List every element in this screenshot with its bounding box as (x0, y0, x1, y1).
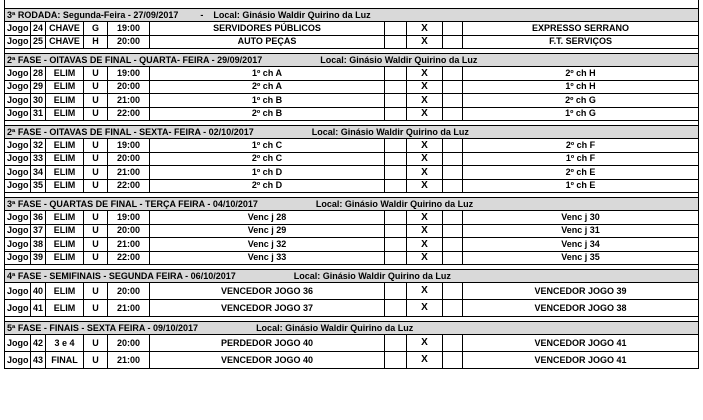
home-team-cell: VENCEDOR JOGO 37 (150, 300, 385, 317)
spacer-cell (443, 80, 463, 94)
away-team-cell: Venc j 31 (463, 224, 699, 238)
match-group-cell: U (84, 300, 108, 317)
section-header (5, 126, 699, 139)
match-label-cell: Jogo (5, 335, 31, 352)
match-row (5, 35, 699, 49)
section-title: 4ª FASE - SEMIFINAIS - SEGUNDA FEIRA - 06/10/2017 (7, 270, 236, 281)
section-title: 2ª FASE - OITAVAS DE FINAL - QUARTA- FEIRA - 29/09/2017 (7, 54, 263, 65)
match-phase-cell: ELIM (46, 179, 84, 193)
section-location: Local: Ginásio Waldir Quirino da Luz (311, 126, 469, 137)
match-label-cell: Jogo (5, 166, 31, 180)
match-row (5, 80, 699, 94)
match-group-cell: U (84, 107, 108, 121)
match-group-cell: U (84, 251, 108, 265)
match-phase-cell: ELIM (46, 300, 84, 317)
section-title: 3ª FASE - QUARTAS DE FINAL - TERÇA FEIRA - 04/10/2017 (7, 198, 258, 209)
section-separator: - (200, 9, 204, 20)
match-row (5, 300, 699, 317)
match-group-cell: U (84, 179, 108, 193)
section-header-cell (5, 198, 699, 211)
spacer-cell (443, 211, 463, 225)
home-team-cell: 1º ch B (150, 94, 385, 108)
match-row (5, 152, 699, 166)
spacer-cell (443, 352, 463, 369)
home-team-cell: PERDEDOR JOGO 40 (150, 335, 385, 352)
section-header-cell (5, 322, 699, 335)
match-time-cell: 20:00 (108, 224, 150, 238)
spacer-cell (443, 107, 463, 121)
match-label-cell: Jogo (5, 94, 31, 108)
match-time-cell: 19:00 (108, 22, 150, 36)
schedule-sheet (4, 0, 698, 369)
versus-cell: X (407, 224, 443, 238)
schedule-table (4, 0, 699, 369)
versus-cell: X (407, 211, 443, 225)
match-number-cell: 35 (31, 179, 46, 193)
away-team-cell: Venc j 34 (463, 238, 699, 252)
match-phase-cell: ELIM (46, 251, 84, 265)
section-location: Local: Ginásio Waldir Quirino da Luz (256, 322, 414, 333)
match-group-cell: U (84, 352, 108, 369)
match-group-cell: U (84, 152, 108, 166)
match-phase-cell: ELIM (46, 166, 84, 180)
section-header-cell (5, 9, 699, 22)
away-team-cell: F.T. SERVIÇOS (463, 35, 699, 49)
match-group-cell: U (84, 139, 108, 153)
home-team-cell: Venc j 29 (150, 224, 385, 238)
section-location: Local: Ginásio Waldir Quirino da Luz (320, 54, 478, 65)
match-label-cell: Jogo (5, 80, 31, 94)
section-title: 3ª RODADA: Segunda-Feira - 27/09/2017 (7, 9, 179, 20)
away-team-cell: VENCEDOR JOGO 41 (463, 352, 699, 369)
home-team-cell: 2º ch A (150, 80, 385, 94)
spacer-cell (443, 22, 463, 36)
home-team-cell: 1º ch C (150, 139, 385, 153)
versus-cell: X (407, 107, 443, 121)
match-phase-cell: ELIM (46, 107, 84, 121)
spacer-cell (385, 35, 407, 49)
away-team-cell: 1º ch F (463, 152, 699, 166)
away-team-cell: VENCEDOR JOGO 38 (463, 300, 699, 317)
spacer-cell (385, 22, 407, 36)
spacer-cell (443, 300, 463, 317)
versus-cell: X (407, 166, 443, 180)
section-header-cell (5, 54, 699, 67)
spacer-cell (385, 251, 407, 265)
spacer-cell (385, 352, 407, 369)
match-label-cell: Jogo (5, 35, 31, 49)
match-number-cell: 36 (31, 211, 46, 225)
match-label-cell: Jogo (5, 352, 31, 369)
away-team-cell: 2º ch G (463, 94, 699, 108)
match-label-cell: Jogo (5, 179, 31, 193)
away-team-cell: EXPRESSO SERRANO (463, 22, 699, 36)
match-time-cell: 19:00 (108, 139, 150, 153)
match-label-cell: Jogo (5, 283, 31, 300)
match-label-cell: Jogo (5, 67, 31, 81)
match-row (5, 251, 699, 265)
section-header (5, 322, 699, 335)
match-row (5, 352, 699, 369)
match-group-cell: U (84, 94, 108, 108)
home-team-cell: Venc j 33 (150, 251, 385, 265)
section-header (5, 270, 699, 283)
match-row (5, 107, 699, 121)
home-team-cell: VENCEDOR JOGO 36 (150, 283, 385, 300)
match-time-cell: 21:00 (108, 166, 150, 180)
schedule-body (5, 0, 699, 369)
home-team-cell: 2º ch D (150, 179, 385, 193)
spacer-cell (385, 179, 407, 193)
spacer-cell (443, 94, 463, 108)
match-number-cell: 28 (31, 67, 46, 81)
versus-cell: X (407, 238, 443, 252)
away-team-cell: Venc j 30 (463, 211, 699, 225)
home-team-cell: 1º ch A (150, 67, 385, 81)
match-phase-cell: ELIM (46, 80, 84, 94)
home-team-cell: 1º ch D (150, 166, 385, 180)
match-time-cell: 21:00 (108, 352, 150, 369)
home-team-cell: 2º ch B (150, 107, 385, 121)
away-team-cell: 1º ch G (463, 107, 699, 121)
away-team-cell: VENCEDOR JOGO 41 (463, 335, 699, 352)
spacer-cell (443, 35, 463, 49)
match-row (5, 283, 699, 300)
spacer-cell (385, 166, 407, 180)
versus-cell: X (407, 300, 443, 317)
section-title: 2ª FASE - OITAVAS DE FINAL - SEXTA- FEIRA - 02/10/2017 (7, 126, 254, 137)
match-phase-cell: 3 e 4 (46, 335, 84, 352)
match-number-cell: 40 (31, 283, 46, 300)
match-phase-cell: ELIM (46, 211, 84, 225)
section-location: Local: Ginásio Waldir Quirino da Luz (293, 270, 451, 281)
match-label-cell: Jogo (5, 107, 31, 121)
match-number-cell: 34 (31, 166, 46, 180)
match-phase-cell: ELIM (46, 139, 84, 153)
match-group-cell: U (84, 335, 108, 352)
home-team-cell: Venc j 28 (150, 211, 385, 225)
versus-cell: X (407, 80, 443, 94)
spacer-cell (385, 283, 407, 300)
match-number-cell: 37 (31, 224, 46, 238)
section-header-cell (5, 270, 699, 283)
match-number-cell: 41 (31, 300, 46, 317)
away-team-cell: VENCEDOR JOGO 39 (463, 283, 699, 300)
spacer-cell (385, 80, 407, 94)
match-row (5, 166, 699, 180)
spacer-cell (443, 335, 463, 352)
match-phase-cell: ELIM (46, 283, 84, 300)
match-number-cell: 24 (31, 22, 46, 36)
match-time-cell: 20:00 (108, 283, 150, 300)
away-team-cell: Venc j 35 (463, 251, 699, 265)
match-number-cell: 25 (31, 35, 46, 49)
versus-cell: X (407, 179, 443, 193)
match-number-cell: 38 (31, 238, 46, 252)
home-team-cell: AUTO PEÇAS (150, 35, 385, 49)
spacer-cell (385, 67, 407, 81)
match-time-cell: 20:00 (108, 152, 150, 166)
spacer-cell (385, 107, 407, 121)
match-number-cell: 43 (31, 352, 46, 369)
away-team-cell: 1º ch E (463, 179, 699, 193)
match-number-cell: 42 (31, 335, 46, 352)
match-number-cell: 31 (31, 107, 46, 121)
spacer-cell (385, 152, 407, 166)
match-group-cell: U (84, 80, 108, 94)
match-group-cell: U (84, 224, 108, 238)
match-label-cell: Jogo (5, 224, 31, 238)
match-group-cell: U (84, 283, 108, 300)
match-time-cell: 21:00 (108, 300, 150, 317)
match-group-cell: G (84, 22, 108, 36)
match-row (5, 94, 699, 108)
match-group-cell: U (84, 238, 108, 252)
home-team-cell: VENCEDOR JOGO 40 (150, 352, 385, 369)
match-label-cell: Jogo (5, 22, 31, 36)
versus-cell: X (407, 22, 443, 36)
section-header (5, 9, 699, 22)
section-title: 5ª FASE - FINAIS - SEXTA FEIRA - 09/10/2017 (7, 322, 199, 333)
spacer-cell (443, 224, 463, 238)
section-header (5, 198, 699, 211)
home-team-cell: Venc j 32 (150, 238, 385, 252)
spacer-cell (385, 211, 407, 225)
spacer-cell (385, 335, 407, 352)
versus-cell: X (407, 335, 443, 352)
match-phase-cell: ELIM (46, 224, 84, 238)
versus-cell: X (407, 139, 443, 153)
match-time-cell: 21:00 (108, 238, 150, 252)
match-row (5, 224, 699, 238)
match-phase-cell: CHAVE (46, 35, 84, 49)
match-time-cell: 20:00 (108, 335, 150, 352)
match-number-cell: 30 (31, 94, 46, 108)
spacer-cell (385, 139, 407, 153)
match-row (5, 139, 699, 153)
match-label-cell: Jogo (5, 139, 31, 153)
spacer-cell (443, 152, 463, 166)
home-team-cell: SERVIDORES PÚBLICOS (150, 22, 385, 36)
match-label-cell: Jogo (5, 152, 31, 166)
match-time-cell: 22:00 (108, 107, 150, 121)
section-header-cell (5, 126, 699, 139)
versus-cell: X (407, 283, 443, 300)
section-header (5, 54, 699, 67)
away-team-cell: 2º ch H (463, 67, 699, 81)
match-row (5, 211, 699, 225)
match-phase-cell: CHAVE (46, 22, 84, 36)
match-number-cell: 39 (31, 251, 46, 265)
match-number-cell: 29 (31, 80, 46, 94)
match-time-cell: 19:00 (108, 211, 150, 225)
versus-cell: X (407, 94, 443, 108)
section-location: Local: Ginásio Waldir Quirino da Luz (315, 198, 474, 209)
match-row (5, 238, 699, 252)
away-team-cell: 2º ch E (463, 166, 699, 180)
match-label-cell: Jogo (5, 238, 31, 252)
match-number-cell: 32 (31, 139, 46, 153)
match-phase-cell: ELIM (46, 152, 84, 166)
match-time-cell: 22:00 (108, 251, 150, 265)
match-time-cell: 20:00 (108, 80, 150, 94)
match-phase-cell: ELIM (46, 94, 84, 108)
match-group-cell: U (84, 67, 108, 81)
match-group-cell: U (84, 166, 108, 180)
spacer-cell (385, 238, 407, 252)
match-phase-cell: FINAL (46, 352, 84, 369)
spacer-cell (443, 238, 463, 252)
section-location: Local: Ginásio Waldir Quirino da Luz (213, 9, 371, 20)
spacer-cell (385, 94, 407, 108)
away-team-cell: 1º ch H (463, 80, 699, 94)
home-team-cell: 2º ch C (150, 152, 385, 166)
versus-cell: X (407, 35, 443, 49)
away-team-cell: 2º ch F (463, 139, 699, 153)
match-phase-cell: ELIM (46, 67, 84, 81)
match-group-cell: H (84, 35, 108, 49)
spacer-cell (443, 139, 463, 153)
match-time-cell: 19:00 (108, 67, 150, 81)
match-row (5, 179, 699, 193)
spacer-cell (443, 251, 463, 265)
match-number-cell: 33 (31, 152, 46, 166)
match-label-cell: Jogo (5, 251, 31, 265)
spacer-cell (385, 224, 407, 238)
match-time-cell: 20:00 (108, 35, 150, 49)
versus-cell: X (407, 152, 443, 166)
versus-cell: X (407, 251, 443, 265)
spacer-cell (443, 179, 463, 193)
spacer-cell (443, 67, 463, 81)
match-label-cell: Jogo (5, 300, 31, 317)
match-time-cell: 21:00 (108, 94, 150, 108)
match-time-cell: 22:00 (108, 179, 150, 193)
top-border-row (5, 0, 699, 9)
match-row (5, 22, 699, 36)
match-row (5, 335, 699, 352)
match-phase-cell: ELIM (46, 238, 84, 252)
spacer-cell (385, 300, 407, 317)
versus-cell: X (407, 352, 443, 369)
match-group-cell: U (84, 211, 108, 225)
match-row (5, 67, 699, 81)
spacer-cell (443, 283, 463, 300)
match-label-cell: Jogo (5, 211, 31, 225)
versus-cell: X (407, 67, 443, 81)
spacer-cell (443, 166, 463, 180)
